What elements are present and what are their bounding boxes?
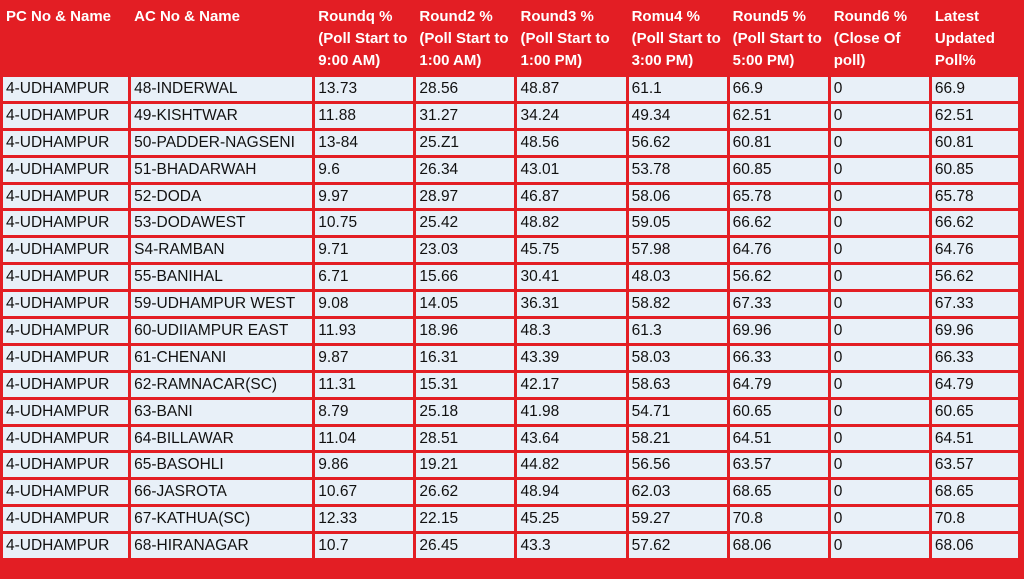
cell-ac-name: 60-UDIIAMPUR EAST [131, 319, 312, 343]
cell-ac-name: 66-JASROTA [131, 480, 312, 504]
cell-round5: 66.9 [730, 77, 828, 101]
cell-pc-name: 4-UDHAMPUR [3, 453, 128, 477]
cell-pc-name: 4-UDHAMPUR [3, 131, 128, 155]
cell-latest-poll: 60.85 [932, 158, 1018, 182]
cell-ac-name: 55-BANIHAL [131, 265, 312, 289]
cell-round1: 10.7 [315, 534, 413, 558]
cell-ac-name: 51-BHADARWAH [131, 158, 312, 182]
cell-round4: 58.21 [629, 427, 727, 451]
cell-round6: 0 [831, 265, 929, 289]
table-row [3, 131, 1018, 155]
cell-ac-name: 48-INDERWAL [131, 77, 312, 101]
cell-round1: 10.67 [315, 480, 413, 504]
header-round5: Round5 % (Poll Start to 5:00 PM) [730, 4, 828, 74]
cell-round6: 0 [831, 211, 929, 235]
cell-round4: 57.62 [629, 534, 727, 558]
cell-round1: 11.31 [315, 373, 413, 397]
cell-round5: 60.85 [730, 158, 828, 182]
cell-round1: 12.33 [315, 507, 413, 531]
cell-latest-poll: 67.33 [932, 292, 1018, 316]
cell-round4: 56.62 [629, 131, 727, 155]
cell-pc-name: 4-UDHAMPUR [3, 77, 128, 101]
cell-round1: 9.86 [315, 453, 413, 477]
header-ac-no-name: AC No & Name [131, 4, 312, 74]
cell-round2: 25.42 [416, 211, 514, 235]
cell-round6: 0 [831, 77, 929, 101]
cell-round5: 70.8 [730, 507, 828, 531]
cell-round2: 22.15 [416, 507, 514, 531]
cell-round5: 56.62 [730, 265, 828, 289]
cell-round6: 0 [831, 534, 929, 558]
cell-round3: 30.41 [517, 265, 625, 289]
cell-pc-name: 4-UDHAMPUR [3, 238, 128, 262]
header-latest-poll: Latest Updated Poll% [932, 4, 1018, 74]
cell-round1: 6.71 [315, 265, 413, 289]
cell-round1: 9.97 [315, 185, 413, 209]
header-round6: Round6 % (Close Of poll) [831, 4, 929, 74]
cell-latest-poll: 63.57 [932, 453, 1018, 477]
cell-round4: 49.34 [629, 104, 727, 128]
cell-pc-name: 4-UDHAMPUR [3, 480, 128, 504]
table-row [3, 211, 1018, 235]
cell-round1: 8.79 [315, 400, 413, 424]
cell-round4: 57.98 [629, 238, 727, 262]
cell-pc-name: 4-UDHAMPUR [3, 158, 128, 182]
cell-pc-name: 4-UDHAMPUR [3, 104, 128, 128]
table-row [3, 265, 1018, 289]
table-row [3, 534, 1018, 558]
cell-round2: 28.51 [416, 427, 514, 451]
cell-round4: 53.78 [629, 158, 727, 182]
cell-ac-name: 64-BILLAWAR [131, 427, 312, 451]
table-row [3, 185, 1018, 209]
cell-round6: 0 [831, 319, 929, 343]
cell-pc-name: 4-UDHAMPUR [3, 507, 128, 531]
cell-round4: 56.56 [629, 453, 727, 477]
cell-ac-name: 61-CHENANI [131, 346, 312, 370]
cell-latest-poll: 60.81 [932, 131, 1018, 155]
cell-latest-poll: 62.51 [932, 104, 1018, 128]
cell-round4: 62.03 [629, 480, 727, 504]
cell-round2: 16.31 [416, 346, 514, 370]
table-row [3, 104, 1018, 128]
cell-round2: 26.62 [416, 480, 514, 504]
cell-round5: 60.81 [730, 131, 828, 155]
cell-latest-poll: 56.62 [932, 265, 1018, 289]
header-pc-no-name: PC No & Name [3, 4, 128, 74]
cell-round2: 18.96 [416, 319, 514, 343]
cell-latest-poll: 66.9 [932, 77, 1018, 101]
cell-round2: 15.66 [416, 265, 514, 289]
cell-pc-name: 4-UDHAMPUR [3, 400, 128, 424]
cell-round2: 26.45 [416, 534, 514, 558]
table-row [3, 453, 1018, 477]
cell-round3: 44.82 [517, 453, 625, 477]
cell-round1: 9.71 [315, 238, 413, 262]
cell-round3: 43.39 [517, 346, 625, 370]
cell-latest-poll: 64.79 [932, 373, 1018, 397]
cell-round6: 0 [831, 400, 929, 424]
table-row [3, 480, 1018, 504]
cell-round4: 61.1 [629, 77, 727, 101]
cell-round5: 64.79 [730, 373, 828, 397]
cell-round6: 0 [831, 238, 929, 262]
cell-round1: 11.93 [315, 319, 413, 343]
cell-ac-name: 59-UDHAMPUR WEST [131, 292, 312, 316]
cell-round4: 59.05 [629, 211, 727, 235]
table-row [3, 292, 1018, 316]
cell-round3: 34.24 [517, 104, 625, 128]
header-round3: Round3 % (Poll Start to 1:00 PM) [517, 4, 625, 74]
cell-ac-name: 49-KISHTWAR [131, 104, 312, 128]
cell-pc-name: 4-UDHAMPUR [3, 346, 128, 370]
cell-round2: 28.97 [416, 185, 514, 209]
cell-round4: 54.71 [629, 400, 727, 424]
cell-ac-name: 68-HIRANAGAR [131, 534, 312, 558]
cell-round5: 69.96 [730, 319, 828, 343]
cell-round3: 48.94 [517, 480, 625, 504]
cell-round4: 58.06 [629, 185, 727, 209]
cell-latest-poll: 64.76 [932, 238, 1018, 262]
cell-round3: 48.82 [517, 211, 625, 235]
cell-ac-name: 63-BANI [131, 400, 312, 424]
cell-round3: 42.17 [517, 373, 625, 397]
table-row [3, 346, 1018, 370]
poll-percentage-table [0, 1, 1021, 561]
cell-round3: 45.25 [517, 507, 625, 531]
cell-latest-poll: 64.51 [932, 427, 1018, 451]
cell-round4: 48.03 [629, 265, 727, 289]
cell-round4: 59.27 [629, 507, 727, 531]
cell-round4: 58.63 [629, 373, 727, 397]
cell-round3: 43.64 [517, 427, 625, 451]
cell-round3: 43.01 [517, 158, 625, 182]
cell-round2: 15.31 [416, 373, 514, 397]
cell-ac-name: 65-BASOHLI [131, 453, 312, 477]
cell-round6: 0 [831, 346, 929, 370]
cell-latest-poll: 65.78 [932, 185, 1018, 209]
cell-round6: 0 [831, 507, 929, 531]
cell-round2: 25.Z1 [416, 131, 514, 155]
cell-round3: 36.31 [517, 292, 625, 316]
cell-round6: 0 [831, 480, 929, 504]
cell-pc-name: 4-UDHAMPUR [3, 292, 128, 316]
cell-pc-name: 4-UDHAMPUR [3, 534, 128, 558]
cell-round5: 60.65 [730, 400, 828, 424]
cell-round4: 61.3 [629, 319, 727, 343]
cell-latest-poll: 69.96 [932, 319, 1018, 343]
table-row [3, 400, 1018, 424]
cell-round6: 0 [831, 158, 929, 182]
cell-ac-name: 62-RAMNACAR(SC) [131, 373, 312, 397]
cell-pc-name: 4-UDHAMPUR [3, 373, 128, 397]
cell-latest-poll: 66.62 [932, 211, 1018, 235]
cell-round3: 48.56 [517, 131, 625, 155]
cell-round6: 0 [831, 373, 929, 397]
table-row [3, 319, 1018, 343]
cell-round5: 68.65 [730, 480, 828, 504]
cell-latest-poll: 68.06 [932, 534, 1018, 558]
cell-round4: 58.03 [629, 346, 727, 370]
cell-round2: 19.21 [416, 453, 514, 477]
cell-round3: 43.3 [517, 534, 625, 558]
table-header-row [3, 4, 1018, 74]
cell-round6: 0 [831, 427, 929, 451]
cell-latest-poll: 60.65 [932, 400, 1018, 424]
cell-latest-poll: 68.65 [932, 480, 1018, 504]
cell-round1: 13.73 [315, 77, 413, 101]
cell-round5: 62.51 [730, 104, 828, 128]
table-row [3, 158, 1018, 182]
cell-round1: 9.08 [315, 292, 413, 316]
table-row [3, 427, 1018, 451]
cell-latest-poll: 70.8 [932, 507, 1018, 531]
cell-round1: 11.88 [315, 104, 413, 128]
cell-latest-poll: 66.33 [932, 346, 1018, 370]
table-row [3, 77, 1018, 101]
cell-round1: 11.04 [315, 427, 413, 451]
cell-round4: 58.82 [629, 292, 727, 316]
cell-ac-name: 52-DODA [131, 185, 312, 209]
table-row [3, 238, 1018, 262]
cell-round2: 23.03 [416, 238, 514, 262]
cell-ac-name: 53-DODAWEST [131, 211, 312, 235]
cell-round3: 41.98 [517, 400, 625, 424]
cell-round6: 0 [831, 453, 929, 477]
cell-round2: 25.18 [416, 400, 514, 424]
cell-ac-name: S4-RAMBAN [131, 238, 312, 262]
cell-round5: 67.33 [730, 292, 828, 316]
cell-round2: 28.56 [416, 77, 514, 101]
header-round1: Roundq %(Poll Start to 9:00 AM) [315, 4, 413, 74]
cell-round6: 0 [831, 185, 929, 209]
cell-round2: 31.27 [416, 104, 514, 128]
cell-round2: 26.34 [416, 158, 514, 182]
cell-round5: 63.57 [730, 453, 828, 477]
cell-pc-name: 4-UDHAMPUR [3, 427, 128, 451]
cell-ac-name: 67-KATHUA(SC) [131, 507, 312, 531]
cell-round6: 0 [831, 104, 929, 128]
cell-pc-name: 4-UDHAMPUR [3, 319, 128, 343]
cell-ac-name: 50-PADDER-NAGSENI [131, 131, 312, 155]
cell-round1: 9.87 [315, 346, 413, 370]
cell-round1: 10.75 [315, 211, 413, 235]
cell-round2: 14.05 [416, 292, 514, 316]
cell-pc-name: 4-UDHAMPUR [3, 185, 128, 209]
header-round2: Round2 % (Poll Start to 1:00 AM) [416, 4, 514, 74]
cell-round6: 0 [831, 292, 929, 316]
cell-pc-name: 4-UDHAMPUR [3, 265, 128, 289]
cell-round3: 48.3 [517, 319, 625, 343]
table-body [3, 77, 1018, 558]
cell-round5: 66.62 [730, 211, 828, 235]
cell-round1: 13-84 [315, 131, 413, 155]
cell-round5: 64.76 [730, 238, 828, 262]
cell-pc-name: 4-UDHAMPUR [3, 211, 128, 235]
header-round4: Romu4 % (Poll Start to 3:00 PM) [629, 4, 727, 74]
cell-round3: 45.75 [517, 238, 625, 262]
cell-round3: 48.87 [517, 77, 625, 101]
table-row [3, 507, 1018, 531]
cell-round5: 65.78 [730, 185, 828, 209]
cell-round6: 0 [831, 131, 929, 155]
cell-round5: 64.51 [730, 427, 828, 451]
table-row [3, 373, 1018, 397]
cell-round5: 68.06 [730, 534, 828, 558]
cell-round5: 66.33 [730, 346, 828, 370]
cell-round1: 9.6 [315, 158, 413, 182]
cell-round3: 46.87 [517, 185, 625, 209]
